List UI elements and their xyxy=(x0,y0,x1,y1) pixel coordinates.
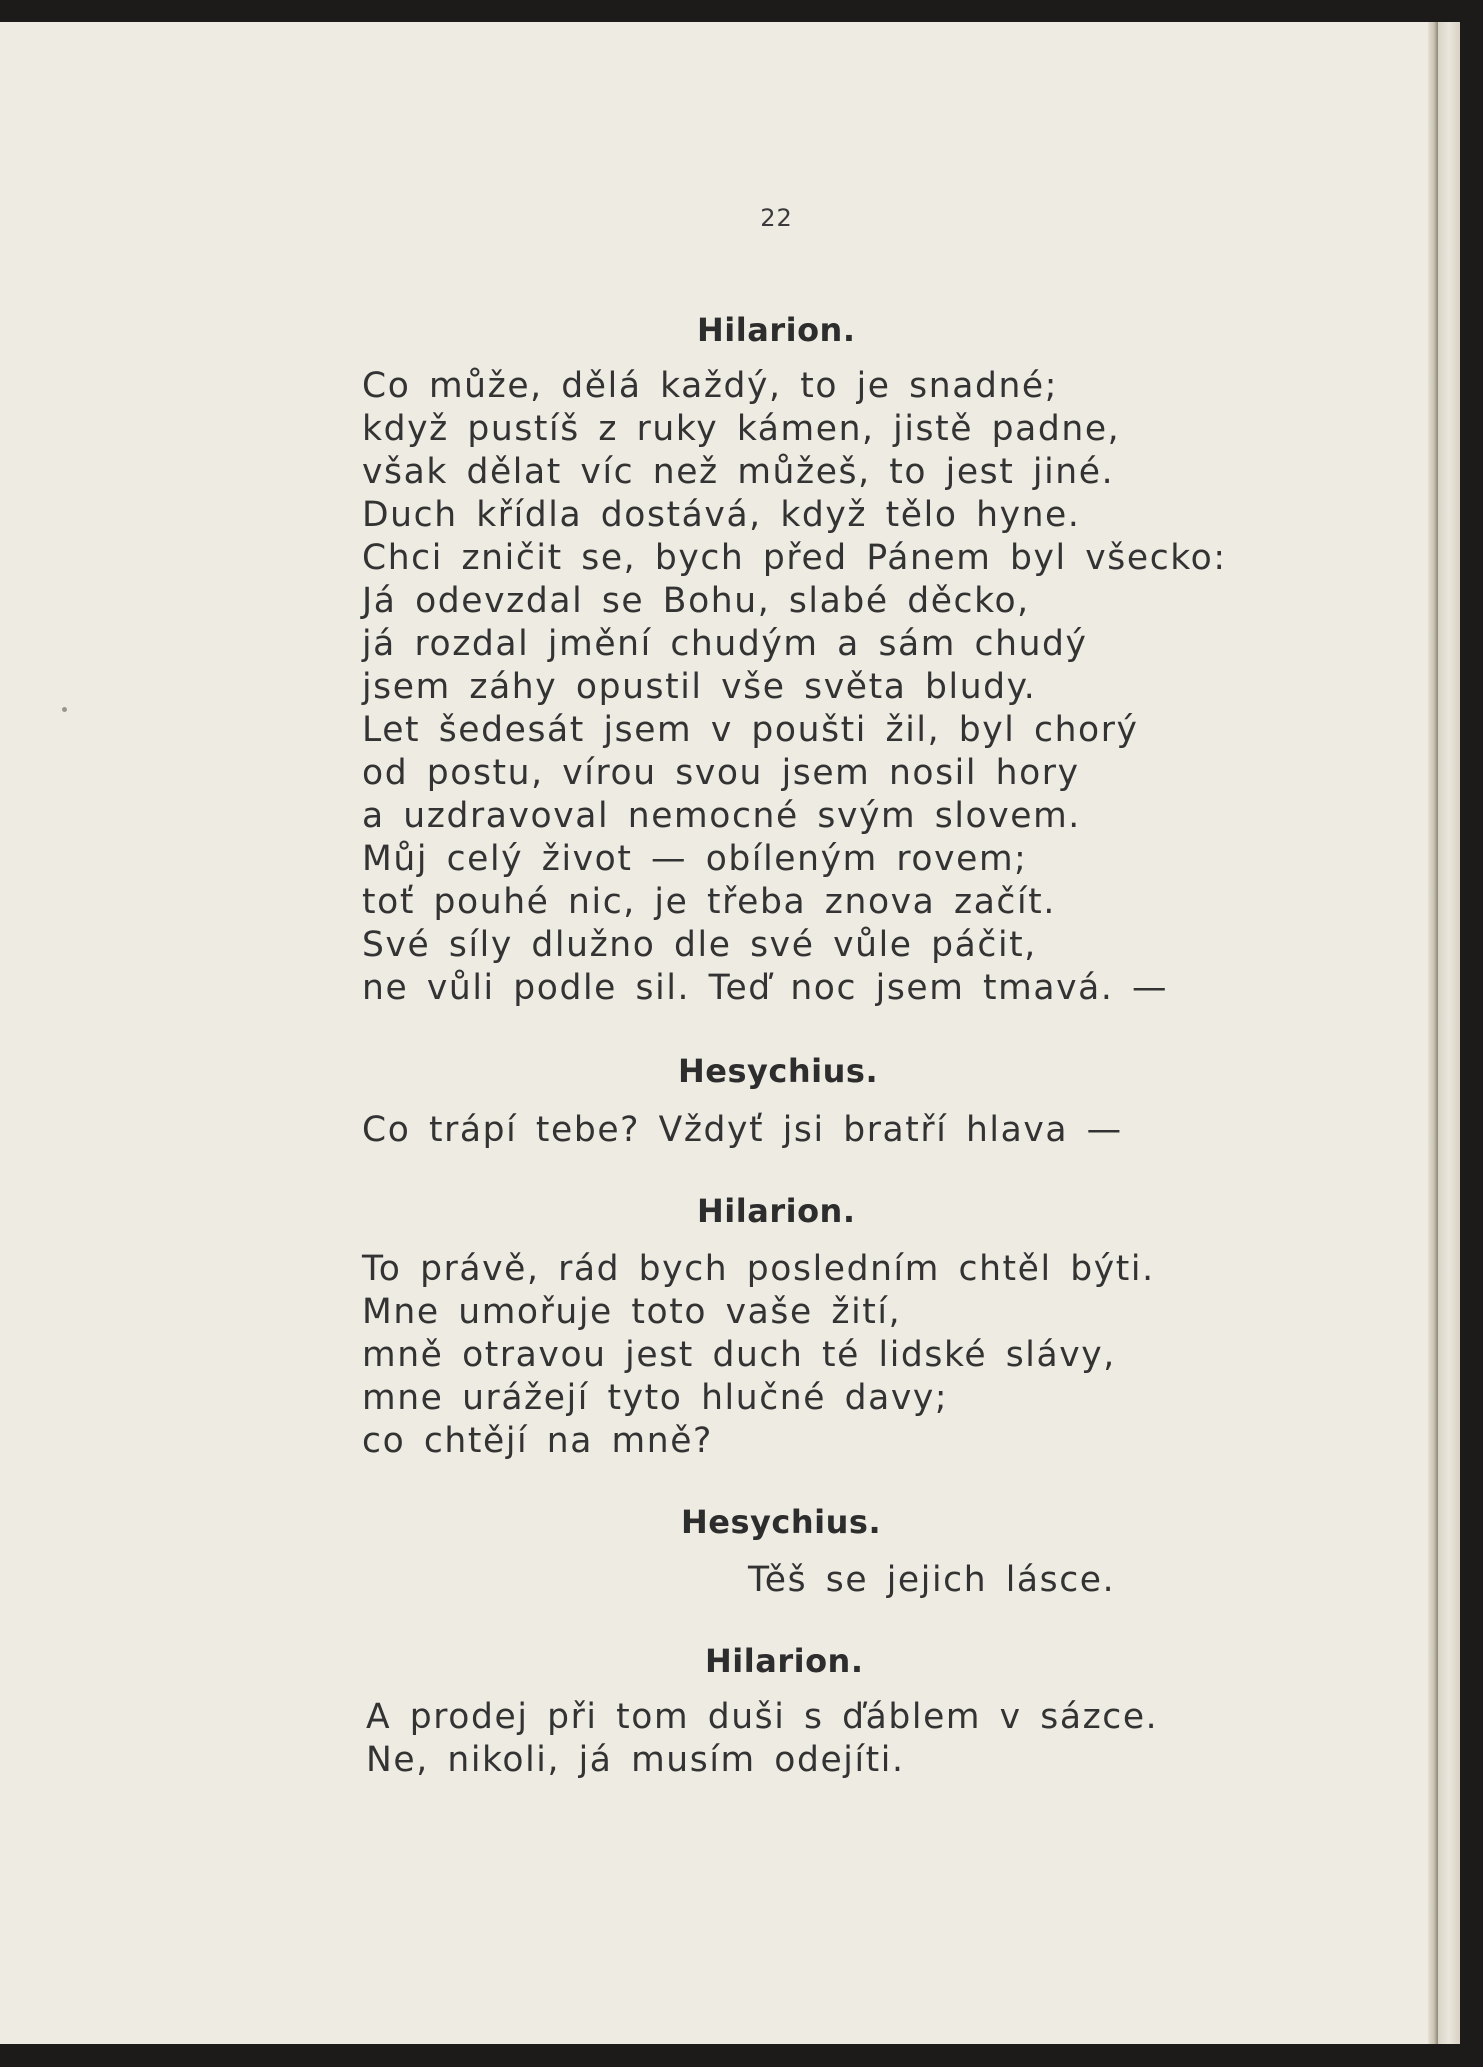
verse-line: mne urážejí tyto hlučné davy; xyxy=(362,1378,949,1418)
verse-line: Můj celý život — obíleným rovem; xyxy=(362,839,1028,879)
verse-line: když pustíš z ruky kámen, jistě padne, xyxy=(362,409,1121,449)
verse-line: Chci zničit se, bych před Pánem byl všecko: xyxy=(362,538,1227,578)
page-edge-shadow xyxy=(1438,22,1460,2044)
verse-line: Duch křídla dostává, když tělo hyne. xyxy=(362,495,1081,535)
verse-line: jsem záhy opustil vše světa bludy. xyxy=(362,667,1037,707)
verse-line: A prodej při tom duši s ďáblem v sázce. xyxy=(366,1697,1159,1737)
verse-line: já rozdal jmění chudým a sám chudý xyxy=(362,624,1088,664)
verse-line: však dělat víc než můžeš, to jest jiné. xyxy=(362,452,1115,492)
verse-line: Ne, nikoli, já musím odejíti. xyxy=(366,1740,905,1780)
page-edge xyxy=(1428,22,1438,2044)
verse-line: mně otravou jest duch té lidské slávy, xyxy=(362,1335,1116,1375)
page-number: 22 xyxy=(760,204,793,232)
verse-line: Let šedesát jsem v poušti žil, byl chorý xyxy=(362,710,1139,750)
verse-line: Těš se jejich lásce. xyxy=(748,1560,1116,1600)
paper-speck xyxy=(62,707,67,712)
speaker-heading: Hilarion. xyxy=(697,311,856,349)
verse-line: Já odevzdal se Bohu, slabé děcko, xyxy=(362,581,1030,621)
speaker-heading: Hilarion. xyxy=(705,1642,864,1680)
verse-line: ne vůli podle sil. Teď noc jsem tmavá. — xyxy=(362,968,1169,1008)
verse-line: od postu, vírou svou jsem nosil hory xyxy=(362,753,1080,793)
speaker-heading: Hesychius. xyxy=(681,1503,882,1541)
verse-line: To právě, rád bych posledním chtěl býti. xyxy=(362,1249,1155,1289)
speaker-heading: Hilarion. xyxy=(697,1192,856,1230)
verse-line: co chtějí na mně? xyxy=(362,1421,713,1461)
verse-line: a uzdravoval nemocné svým slovem. xyxy=(362,796,1081,836)
verse-line: Co trápí tebe? Vždyť jsi bratří hlava — xyxy=(362,1110,1123,1150)
verse-line: Mne umořuje toto vaše žití, xyxy=(362,1292,902,1332)
verse-line: Své síly dlužno dle své vůle páčit, xyxy=(362,925,1037,965)
verse-line: toť pouhé nic, je třeba znova začít. xyxy=(362,882,1056,922)
verse-line: Co může, dělá každý, to je snadné; xyxy=(362,366,1058,406)
speaker-heading: Hesychius. xyxy=(678,1052,879,1090)
